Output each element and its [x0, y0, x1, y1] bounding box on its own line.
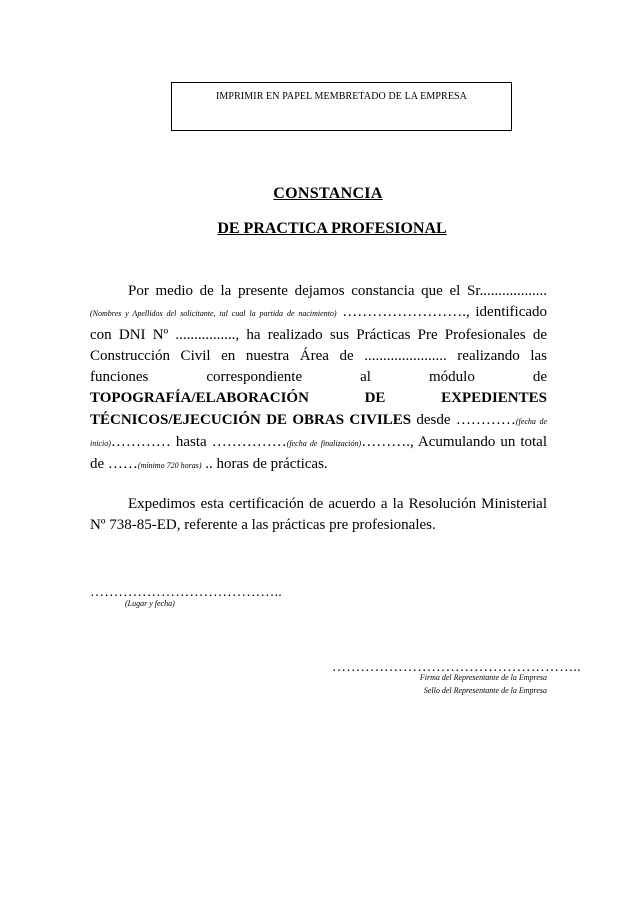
end-date-note: (fecha de finalización): [286, 439, 362, 449]
paragraph1-text-1: Por medio de la presente dejamos constancia que el Sr..................: [128, 283, 547, 299]
letterhead-notice-box: [171, 82, 512, 131]
module-name: TOPOGRAFÍA/ELABORACIÓN DE EXPEDIENTES TÉCNICOS/EJECUCIÓN DE OBRAS CIVILES: [90, 390, 547, 428]
signature-label: Firma del Representante de la Empresa: [419, 673, 547, 682]
resolution-paragraph: [90, 494, 547, 537]
paragraph1-text-5: ………., Acumulando un total de ……: [90, 434, 547, 473]
hours-note: (mínimo 720 horas): [137, 461, 202, 471]
start-date-note: (fecha de inicio): [90, 416, 547, 449]
paragraph1-text-3: desde …………: [416, 411, 516, 428]
letterhead-notice: IMPRIMIR EN PAPEL MEMBRETADO DE LA EMPRESA: [215, 91, 468, 102]
place-date-label: (Lugar y fecha): [125, 599, 175, 608]
place-date-line: …………………………………..: [90, 585, 282, 600]
document-subtitle: DE PRACTICA PROFESIONAL: [217, 220, 447, 237]
paragraph1-text-4: ………… hasta ……………: [110, 434, 287, 451]
certification-paragraph: [90, 281, 547, 477]
paragraph1-text-2: ……………………., identificado con DNI Nº ................, ha realizado sus Prácticas Pre Profesionales de Construcción Civil en nuestra Área de ...................... realizando las funciones correspondiente al módulo de: [90, 304, 548, 386]
paragraph2-text: Expedimos esta certificación de acuerdo a la Resolución Ministerial Nº 738-85-ED, referente a las prácticas pre profesionales.: [90, 496, 547, 534]
paragraph1-text-6: .. horas de prácticas.: [205, 456, 328, 473]
signature-line: ……………………………………………..: [332, 660, 581, 675]
stamp-label: Sello del Representante de la Empresa: [423, 686, 547, 695]
name-field-note: (Nombres y Apellidos del solicitante, tal cual la partida de nacimiento): [90, 309, 337, 319]
document-title: CONSTANCIA: [273, 185, 383, 202]
